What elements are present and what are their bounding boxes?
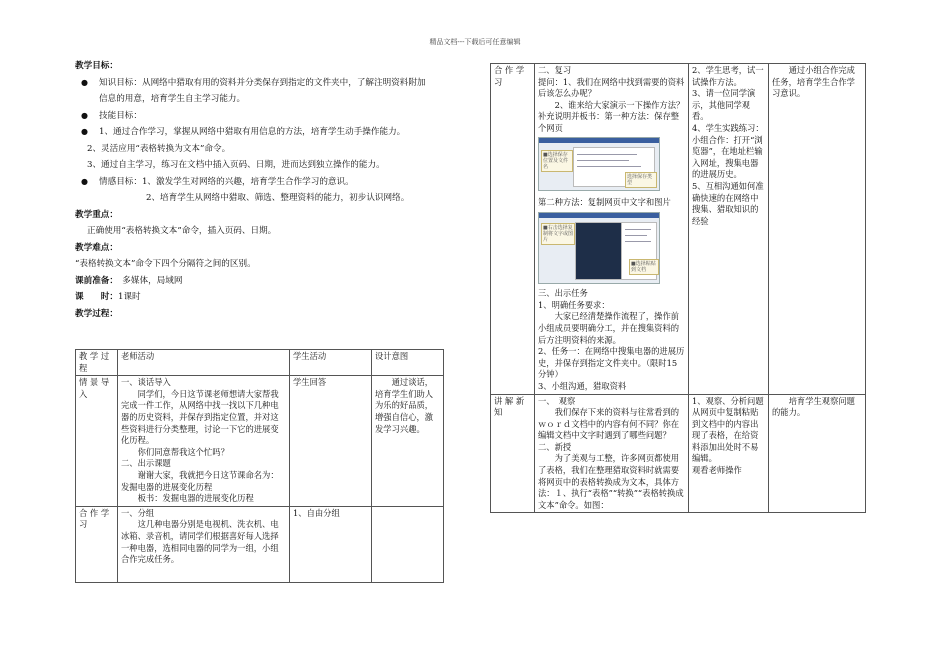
table-row (76, 376, 444, 507)
text-line: 大家已经清楚操作流程了，操作前小组成员要明确分工，并在搜集资料的后方注明资料的来源。 (538, 311, 680, 345)
text-line: 一、分组 (121, 507, 155, 518)
header-student: 学生活动 (290, 350, 372, 376)
hours-text: 1课时 (117, 292, 141, 302)
objectives-title: 教学目标： (75, 61, 118, 71)
difficulty-title: 教学难点： (75, 242, 118, 253)
emotion-objective-2: 2、培育学生从网络中猎取、筛选、整理资料的能力，初步认识网络。 (146, 193, 410, 203)
text-line: ｗｏｒｄ文档中的内容有何不同？你在编辑文档中文字时遇到了哪些问题？ (538, 418, 680, 441)
process-table-right (490, 63, 866, 513)
table-row (491, 394, 866, 513)
teacher-activity-cell (535, 64, 689, 395)
stage-cell: 合 作 学 习 (491, 64, 535, 395)
text-line: 这几种电器分别是电视机、洗衣机、电冰箱、录音机，请同学们根据喜好每人选择一种电器，选相同电器的同学为一组，小组合作完成任务。 (121, 519, 279, 565)
student-activity-cell: 1、自由分组 (290, 506, 372, 582)
text-line: 提问：1、我们在网络中找到需要的资料后该怎么办呢？ (538, 76, 685, 99)
student-activity-cell (689, 64, 769, 395)
page-header: 精品文档---下载后可任意编辑 (429, 38, 521, 46)
text-line: 3、小组沟通，猎取资料 (538, 380, 627, 391)
key-points-text: 正确使用“表格转换文本”命令，插入页码、日期。 (87, 226, 277, 236)
table-row (491, 64, 866, 395)
header-teacher: 老师活动 (118, 350, 290, 376)
stage-cell: 讲 解 新 知 (491, 394, 535, 513)
header-intent: 设计意图 (372, 350, 444, 376)
hours-title: 课 时： (75, 292, 118, 302)
text-line: 三、出示任务 (538, 288, 588, 299)
text-line: 二、复习 (538, 65, 572, 75)
skill-objective: ● 技能目标： (75, 108, 460, 125)
text-line: 二、出示课题 (121, 458, 171, 469)
difficulty-text: “表格转换文本”命令下四个分隔符之间的区别。 (75, 259, 256, 269)
text-line: 观看老师操作 (692, 465, 742, 476)
header-stage: 教 学 过 程 (76, 350, 118, 376)
text-line: 4、学生实践练习：小组合作：打开“浏览器”，在地址栏输入网址，搜集电器的进展历史。 (692, 122, 764, 180)
screenshot-callout: 选择保存类型 (625, 172, 657, 188)
design-intent-cell: 培育学生观察问题的能力。 (769, 394, 866, 513)
text-line: 补充说明并板书：第一种方法：保存整个网页 (538, 111, 680, 133)
student-activity-cell (689, 394, 769, 513)
knowledge-objective-cont: 信息的用意，培育学生自主学习能力。 (99, 94, 246, 104)
teacher-activity-cell (535, 394, 689, 513)
text-line: 从网页中复制粘贴到文档中的内容出现了表格，在给资料添加出处时不易编辑。 (692, 407, 759, 464)
stage-cell: 情 景 导 入 (76, 376, 118, 507)
preparation-title: 课前准备： (75, 275, 114, 286)
preparation-text: 多媒体，局域网 (122, 275, 183, 286)
teacher-activity-cell (118, 506, 290, 582)
text-line: 一、谈话导入 (121, 377, 171, 388)
text-line: 3、请一位同学演示，其他同学观看。 (692, 88, 756, 122)
screenshot-callout: ■右击选择复制将文字或图片 (543, 225, 574, 244)
screenshot-callout: ■选择粘贴到文档 (629, 259, 659, 275)
design-intent-cell: 通过谈话，培育学生们助人为乐的好品质，增强自信心，激发学习兴趣。 (372, 376, 444, 507)
student-activity-cell: 学生回答 (290, 376, 372, 507)
hours-line (75, 289, 460, 306)
design-intent-cell (372, 506, 444, 582)
teacher-activity-cell (118, 376, 290, 507)
key-points-title: 教学重点： (75, 209, 118, 220)
save-webpage-screenshot (538, 137, 660, 191)
text-line: 2、谁来给大家演示一下操作方法？ (554, 99, 685, 110)
skill-item-2: 2、灵活应用“表格转换为文本”命令。 (87, 143, 231, 154)
table-header-row (76, 350, 444, 376)
text-line: 2、学生思考，试一试操作方法。 (692, 65, 764, 87)
text-line: 为了美观与工整，许多网页都使用了表格，我们在整理猎取资料时就需要将网页中的表格转换成为文本，具体方法：１、执行“表格”“转换”“表格转换成文本”命令。如图： (538, 453, 684, 510)
text-line: 5、互相沟通如何准确快速的在网络中搜集、猎取知识的经验 (692, 180, 764, 226)
text-line: 谢谢大家，我就把今日这节课命名为：发掘电器的进展变化历程 (121, 469, 279, 492)
stage-cell: 合 作 学 习 (76, 506, 118, 582)
text-line: 你们同意帮我这个忙吗？ (137, 446, 229, 457)
copy-text-screenshot (538, 212, 660, 284)
text-line: 一、 观察 (538, 395, 576, 406)
lesson-overview (75, 58, 460, 322)
text-line: 1、观察、分析问题 (692, 395, 764, 406)
process-table-left (75, 349, 444, 583)
text-line: 我们保存下来的资料与往常看到的 (554, 407, 680, 418)
table-row (76, 506, 444, 582)
process-title: 教学过程： (75, 308, 118, 319)
skill-item-3: 3、通过自主学习，练习在文档中插入页码、日期，进而达到独立操作的能力。 (87, 160, 385, 170)
text-line: 二、新授 (538, 441, 572, 452)
skill-item-1: ● 1、通过合作学习，掌握从网络中猎取有用信息的方法，培育学生动手操作能力。 (75, 124, 460, 141)
text-line: 板书：发掘电器的进展变化历程 (137, 493, 254, 504)
text-line: 1、明确任务要求： (538, 299, 610, 310)
knowledge-objective: ● 知识目标：从网络中猎取有用的资料并分类保存到指定的文件夹中，了解注明资料附加 (75, 75, 460, 92)
emotion-objective-1: ● 情感目标：1、激发学生对网络的兴趣，培育学生合作学习的意识。 (75, 174, 460, 191)
design-intent-cell: 通过小组合作完成任务，培育学生合作学习意识。 (769, 64, 866, 395)
text-line: 第二种方法：复制网页中文字和图片 (538, 196, 671, 207)
text-line: 同学们，今日这节课老师想请大家帮我完成一件工作，从网络中找一找以下几种电器的历史资料，并保存到指定位置，并对这些资料进行分类整理，讨论一下它的进展变化历程。 (121, 388, 279, 446)
screenshot-callout: ■选择保存位置及文件名 (541, 150, 573, 172)
preparation-line (75, 273, 460, 290)
text-line: 2、任务一：在网络中搜集电器的进展历史，并保存到指定文件夹中。（限时15分钟） (538, 346, 685, 380)
